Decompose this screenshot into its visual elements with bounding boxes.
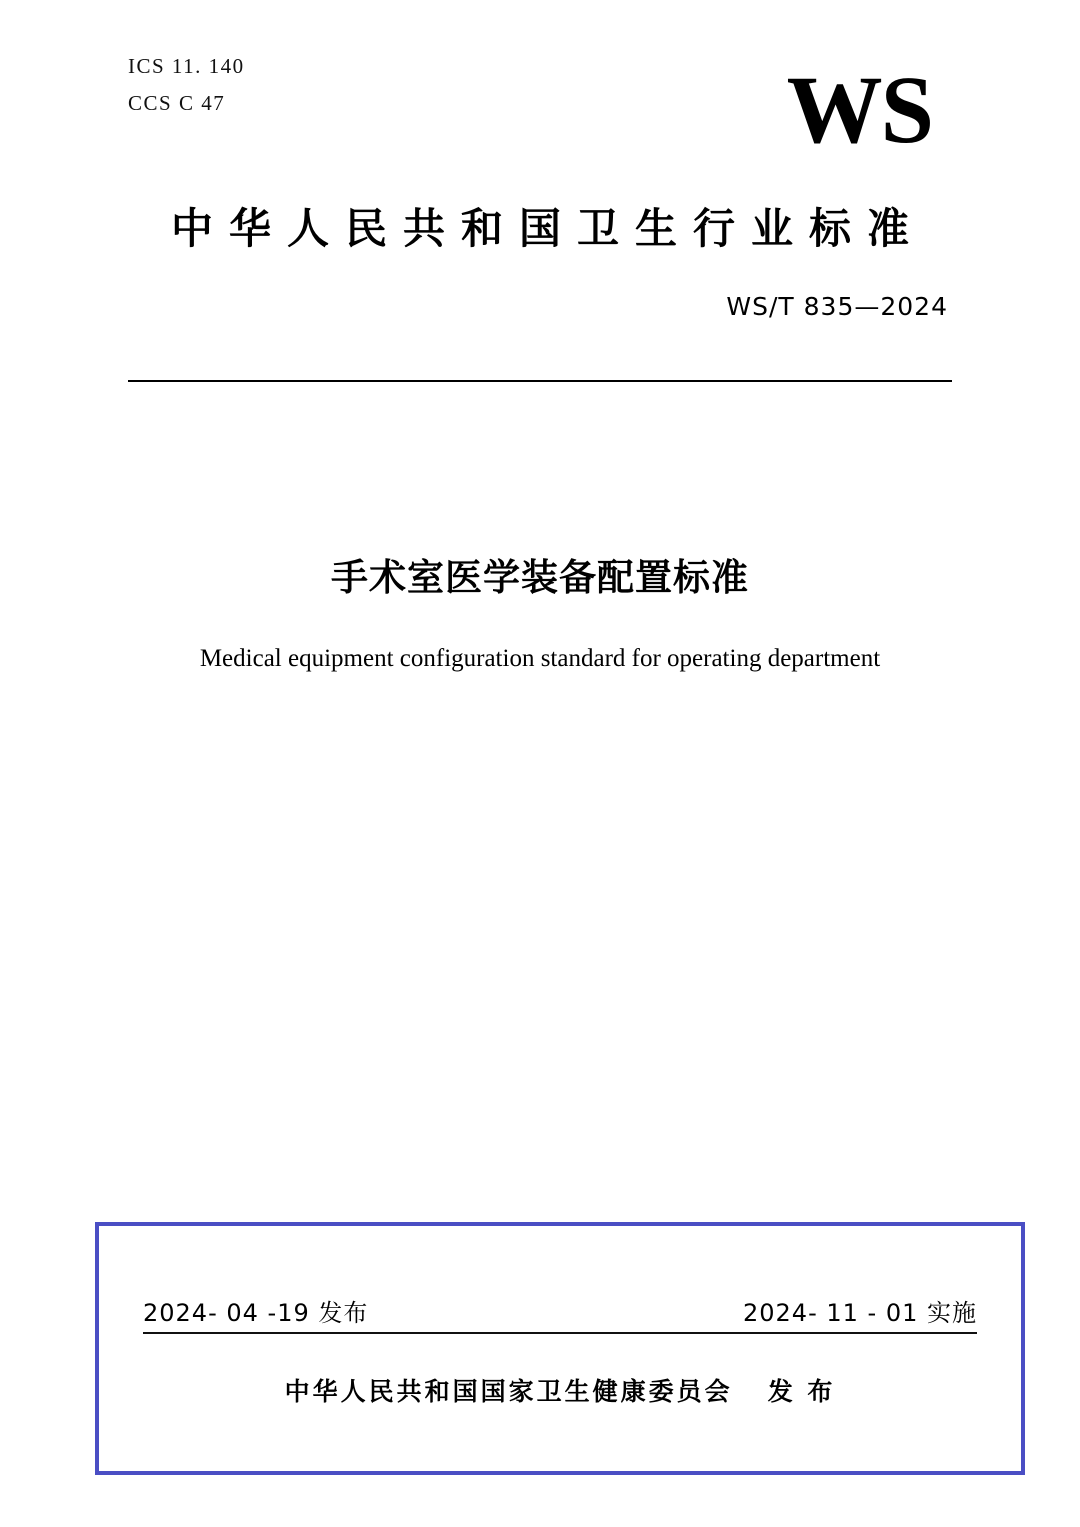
document-title-chinese: 手术室医学装备配置标准 — [331, 556, 749, 599]
header-divider — [128, 380, 952, 382]
publication-info-box — [95, 1222, 1025, 1475]
ccs-code: CCS C 47 — [128, 90, 226, 115]
effective-date: 2024- 11 - 01 实施 — [743, 1299, 977, 1327]
standard-number: WS/T 835—2024 — [726, 292, 948, 321]
issuing-authority: 中华人民共和国国家卫生健康委员会 发 布 — [284, 1377, 836, 1406]
classification-codes — [128, 48, 245, 122]
publication-dates-row — [143, 1288, 977, 1334]
ws-logo: WS — [786, 56, 932, 163]
national-standard-title: 中华人民共和国卫生行业标准 — [170, 204, 925, 253]
document-title-english: Medical equipment configuration standard for operating department — [199, 645, 881, 672]
issue-date: 2024- 04 -19 发布 — [143, 1299, 369, 1327]
ics-code: ICS 11. 140 — [128, 54, 245, 78]
